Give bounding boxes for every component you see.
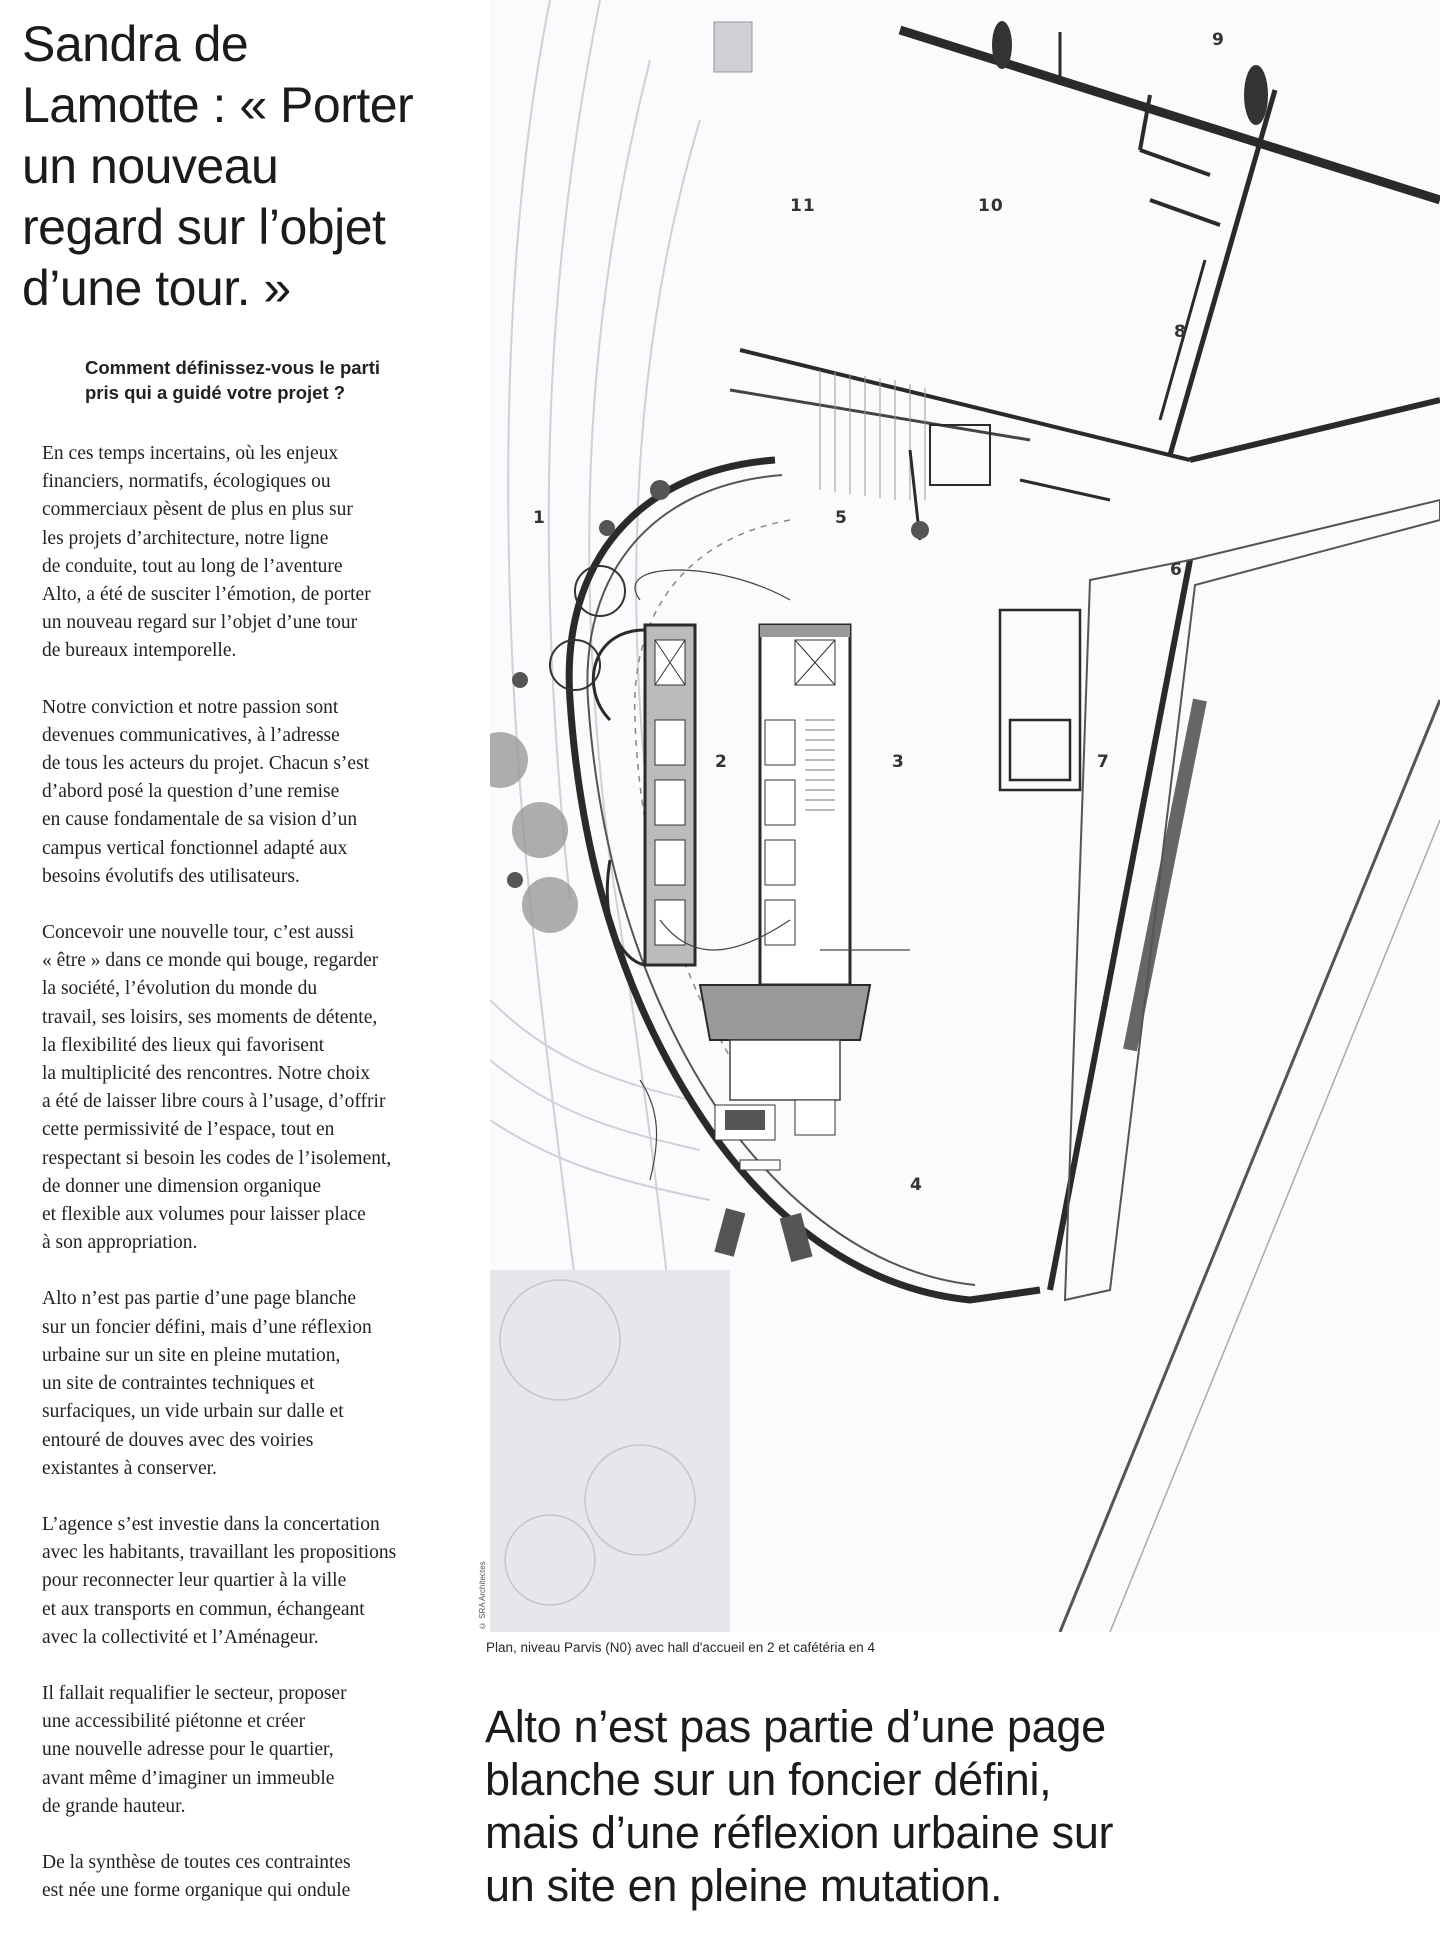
title-line: Lamotte : « Porter xyxy=(22,77,414,133)
text-line: cette permissivité de l’espace, tout en xyxy=(42,1119,335,1141)
text-line: surfaciques, un vide urbain sur dalle et xyxy=(42,1401,344,1423)
text-line: Alto, a été de susciter l’émotion, de porter xyxy=(42,584,371,606)
text-line: financiers, normatifs, écologiques ou xyxy=(42,471,331,493)
text-line: avec la collectivité et l’Aménageur. xyxy=(42,1626,319,1648)
paragraph xyxy=(42,919,462,1257)
title-line: regard sur l’objet xyxy=(22,199,386,255)
text-line: urbaine sur un site en pleine mutation, xyxy=(42,1344,341,1366)
text-line: Alto n’est pas partie d’une page blanche xyxy=(42,1288,357,1310)
plan-label-11: 11 xyxy=(790,196,816,216)
paragraph xyxy=(42,1849,462,1905)
text-line: Notre conviction et notre passion sont xyxy=(42,696,339,718)
text-line: travail, ses loisirs, ses moments de détente, xyxy=(42,1006,378,1028)
figure-caption: Plan, niveau Parvis (N0) avec hall d'accueil en 2 et cafétéria en 4 xyxy=(486,1640,876,1655)
text-line: de donner une dimension organique xyxy=(42,1175,322,1197)
text-line: et flexible aux volumes pour laisser place xyxy=(42,1204,366,1226)
paragraph xyxy=(42,694,462,891)
text-line: sur un foncier défini, mais d’une réflexion xyxy=(42,1316,372,1338)
text-line: la société, l’évolution du monde du xyxy=(42,978,318,1000)
text-line: a été de laisser libre cours à l’usage, d’offrir xyxy=(42,1091,386,1113)
text-line: de conduite, tout au long de l’aventure xyxy=(42,555,343,577)
text-line: Il fallait requalifier le secteur, proposer xyxy=(42,1682,347,1704)
text-line: respectant si besoin les codes de l’isolement, xyxy=(42,1147,392,1169)
text-line: En ces temps incertains, où les enjeux xyxy=(42,443,339,464)
text-line: Concevoir une nouvelle tour, c’est aussi xyxy=(42,922,355,944)
plan-label-7: 7 xyxy=(1097,752,1110,772)
plan-label-3: 3 xyxy=(892,752,905,772)
text-line: de bureaux intemporelle. xyxy=(42,640,237,662)
article-title xyxy=(22,14,482,319)
pull-quote xyxy=(485,1700,1435,1912)
quote-line: Alto n’est pas partie d’une page xyxy=(485,1701,1106,1752)
title-line: un nouveau xyxy=(22,138,279,194)
text-line: besoins évolutifs des utilisateurs. xyxy=(42,865,300,887)
article-body xyxy=(42,440,462,1933)
text-line: un nouveau regard sur l’objet d’une tour xyxy=(42,612,358,634)
plan-label-6: 6 xyxy=(1170,560,1183,580)
text-line: devenues communicatives, à l’adresse xyxy=(42,724,340,746)
text-line: « être » dans ce monde qui bouge, regarder xyxy=(42,950,379,972)
plan-label-8: 8 xyxy=(1174,322,1187,342)
text-line: de tous les acteurs du projet. Chacun s’est xyxy=(42,753,370,775)
text-line: la multiplicité des rencontres. Notre choix xyxy=(42,1063,371,1085)
plan-label-10: 10 xyxy=(978,196,1004,216)
text-line: à son appropriation. xyxy=(42,1232,198,1254)
plan-label-1: 1 xyxy=(533,508,546,528)
plan-label-5: 5 xyxy=(835,508,848,528)
text-line: d’abord posé la question d’une remise xyxy=(42,781,340,803)
text-line: De la synthèse de toutes ces contraintes xyxy=(42,1851,351,1873)
text-line: un site de contraintes techniques et xyxy=(42,1373,315,1395)
text-line: une nouvelle adresse pour le quartier, xyxy=(42,1739,334,1761)
paragraph xyxy=(42,1511,462,1652)
text-line: les projets d’architecture, notre ligne xyxy=(42,527,329,549)
text-line: pour reconnecter leur quartier à la ville xyxy=(42,1570,347,1592)
text-line: de grande hauteur. xyxy=(42,1795,186,1817)
question-line: pris qui a guidé votre projet ? xyxy=(85,382,346,403)
text-line: avant même d’imaginer un immeuble xyxy=(42,1767,335,1789)
interview-question xyxy=(85,355,465,405)
floor-plan-figure xyxy=(490,0,1440,1632)
text-line: la flexibilité des lieux qui favorisent xyxy=(42,1034,325,1056)
text-line: entouré de douves avec des voiries xyxy=(42,1429,314,1451)
text-line: est née une forme organique qui ondule xyxy=(42,1880,351,1902)
text-line: une accessibilité piétonne et créer xyxy=(42,1711,306,1733)
paragraph xyxy=(42,440,462,666)
plan-label-4: 4 xyxy=(910,1175,923,1195)
paragraph xyxy=(42,1285,462,1482)
title-line: d’une tour. » xyxy=(22,260,291,316)
text-line: campus vertical fonctionnel adapté aux xyxy=(42,837,348,859)
text-line: et aux transports en commun, échangeant xyxy=(42,1598,365,1620)
quote-line: mais d’une réflexion urbaine sur xyxy=(485,1807,1114,1858)
text-line: avec les habitants, travaillant les propositions xyxy=(42,1542,397,1564)
text-line: commerciaux pèsent de plus en plus sur xyxy=(42,499,353,521)
plan-label-2: 2 xyxy=(715,752,728,772)
text-line: existantes à conserver. xyxy=(42,1457,217,1479)
text-line: en cause fondamentale de sa vision d’un xyxy=(42,809,358,831)
plan-label-9: 9 xyxy=(1212,30,1225,50)
title-line: Sandra de xyxy=(22,16,249,72)
quote-line: blanche sur un foncier défini, xyxy=(485,1754,1052,1805)
paragraph xyxy=(42,1680,462,1821)
quote-line: un site en pleine mutation. xyxy=(485,1860,1003,1911)
image-credit: © SRA Architectes xyxy=(478,1561,487,1630)
floor-plan-drawing xyxy=(490,0,1440,1632)
text-line: L’agence s’est investie dans la concertation xyxy=(42,1513,380,1535)
question-line: Comment définissez-vous le parti xyxy=(85,357,381,378)
